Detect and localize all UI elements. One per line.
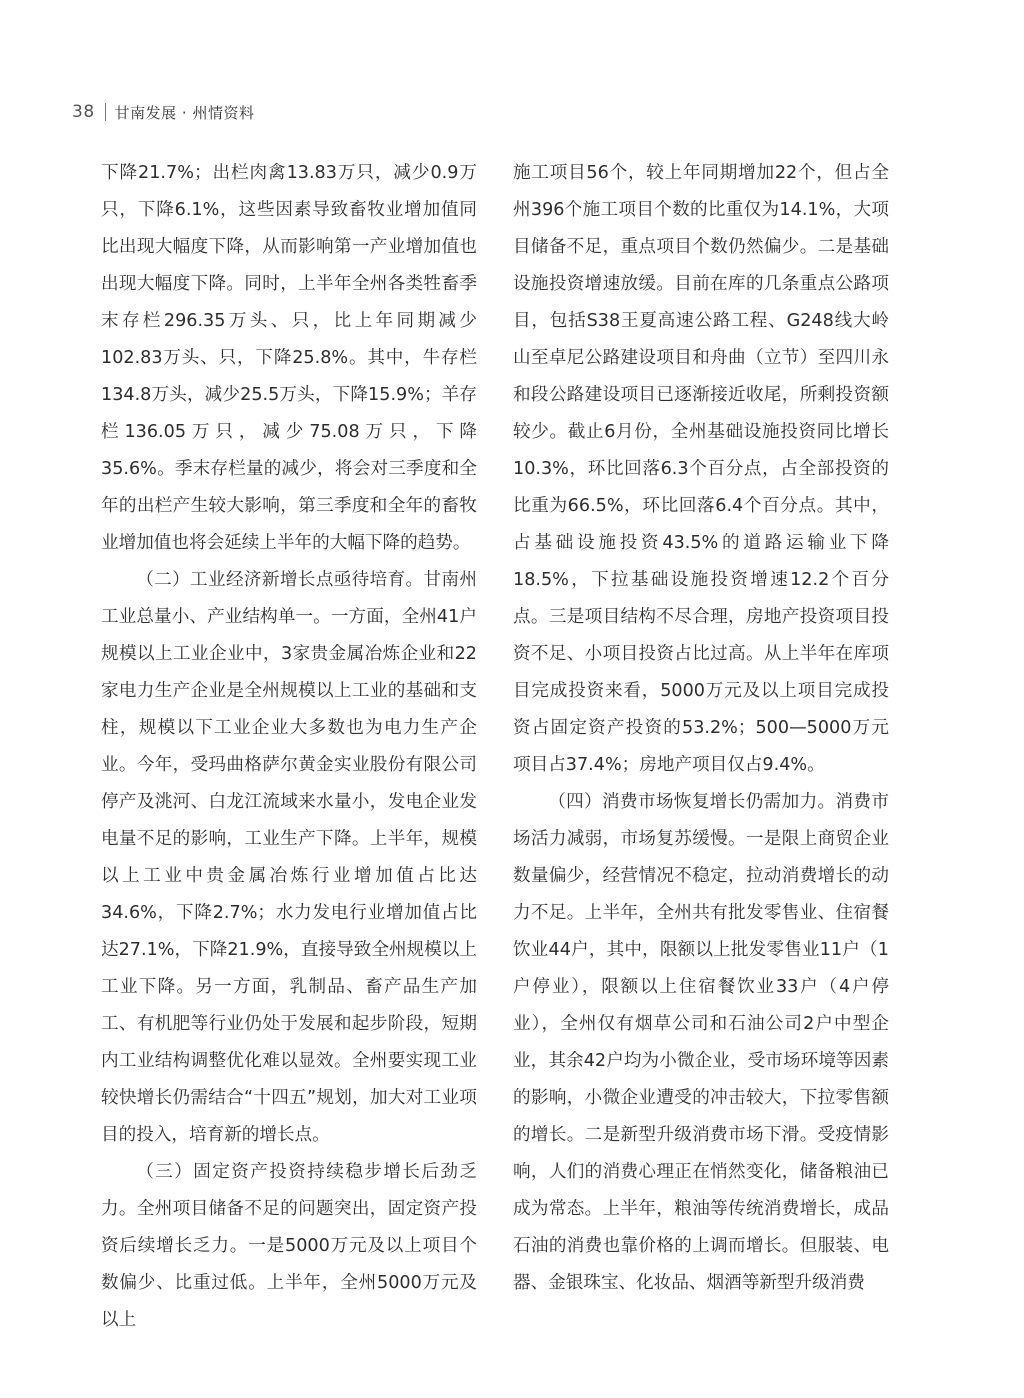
left-column xyxy=(101,155,477,1339)
paragraph-livestock-continued: 下降21.7%；出栏肉禽13.83万只，减少0.9万只，下降6.1%，这些因素导致畜牧业增加值同比出现大幅度下降，从而影响第一产业增加值也出现大幅度下降。同时，上半年全州各类牲畜季末存栏296.35万头、只，比上年同期减少102.83万头、只，下降25.8%。其中，牛存栏134.8万头，减少25.5万头，下降15.9%；羊存栏136.05万只，减少75.08万只，下降35.6%。季末存栏量的减少，将会对三季度和全年的出栏产生较大影响，第三季度和全年的畜牧业增加值也将会延续上半年的大幅下降的趋势。 xyxy=(101,163,477,553)
running-title: 甘南发展 · 州情资料 xyxy=(114,103,255,122)
paragraph-investment-continued: 施工项目56个，较上年同期增加22个，但占全州396个施工项目个数的比重仅为14.1%，大项目储备不足，重点项目个数仍然偏少。二是基础设施投资增速放缓。目前在库的几条重点公路项目，包括S38王夏高速公路工程、G248线大岭山至卓尼公路建设项目和舟曲（立节）至四川永和段公路建设项目已逐渐接近收尾，所剩投资额较少。截止6月份，全州基础设施投资同比增长10.3%，环比回落6.3个百分点，占全部投资的比重为66.5%，环比回落6.4个百分点。其中，占基础设施投资43.5%的道路运输业下降18.5%，下拉基础设施投资增速12.2个百分点。三是项目结构不尽合理，房地产投资项目投资不足、小项目投资占比过高。从上半年在库项目完成投资来看，5000万元及以上项目完成投资占固定资产投资的53.2%；500—5000万元项目占37.4%；房地产项目仅占9.4%。 xyxy=(513,163,889,775)
page-number: 38 xyxy=(72,102,95,122)
paragraph-fixed-investment: （三）固定资产投资持续稳步增长后劲乏力。全州项目储备不足的问题突出，固定资产投资后续增长乏力。一是5000万元及以上项目个数偏少、比重过低。上半年，全州5000万元及以上 xyxy=(101,1162,477,1330)
right-column xyxy=(513,155,889,1302)
page-header xyxy=(72,98,254,126)
paragraph-industry: （二）工业经济新增长点亟待培育。甘南州工业总量小、产业结构单一。一方面，全州41户规模以上工业企业中，3家贵金属冶炼企业和22家电力生产企业是全州规模以上工业的基础和支柱，规模以下工业企业大多数也为电力生产企业。今年，受玛曲格萨尔黄金实业股份有限公司停产及洮河、白龙江流域来水量小，发电企业发电量不足的影响，工业生产下降。上半年，规模以上工业中贵金属冶炼行业增加值占比达34.6%，下降2.7%；水力发电行业增加值占比达27.1%，下降21.9%，直接导致全州规模以上工业下降。另一方面，乳制品、畜产品生产加工、有机肥等行业仍处于发展和起步阶段，短期内工业结构调整优化难以显效。全州要实现工业较快增长仍需结合“十四五”规划，加大对工业项目的投入，培育新的增长点。 xyxy=(101,570,477,1145)
paragraph-consumption: （四）消费市场恢复增长仍需加力。消费市场活力减弱，市场复苏缓慢。一是限上商贸企业数量偏少，经营情况不稳定，拉动消费增长的动力不足。上半年，全州共有批发零售业、住宿餐饮业44户，其中，限额以上批发零售业11户（1户停业），限额以上住宿餐饮业33户（4户停业），全州仅有烟草公司和石油公司2户中型企业，其余42户均为小微企业，受市场环境等因素的影响，小微企业遭受的冲击较大，下拉零售额的增长。二是新型升级消费市场下滑。受疫情影响，人们的消费心理正在悄然变化，储备粮油已成为常态。上半年，粮油等传统消费增长，成品石油的消费也靠价格的上调而增长。但服装、电器、金银珠宝、化妆品、烟酒等新型升级消费 xyxy=(513,792,889,1293)
header-divider xyxy=(105,103,106,121)
